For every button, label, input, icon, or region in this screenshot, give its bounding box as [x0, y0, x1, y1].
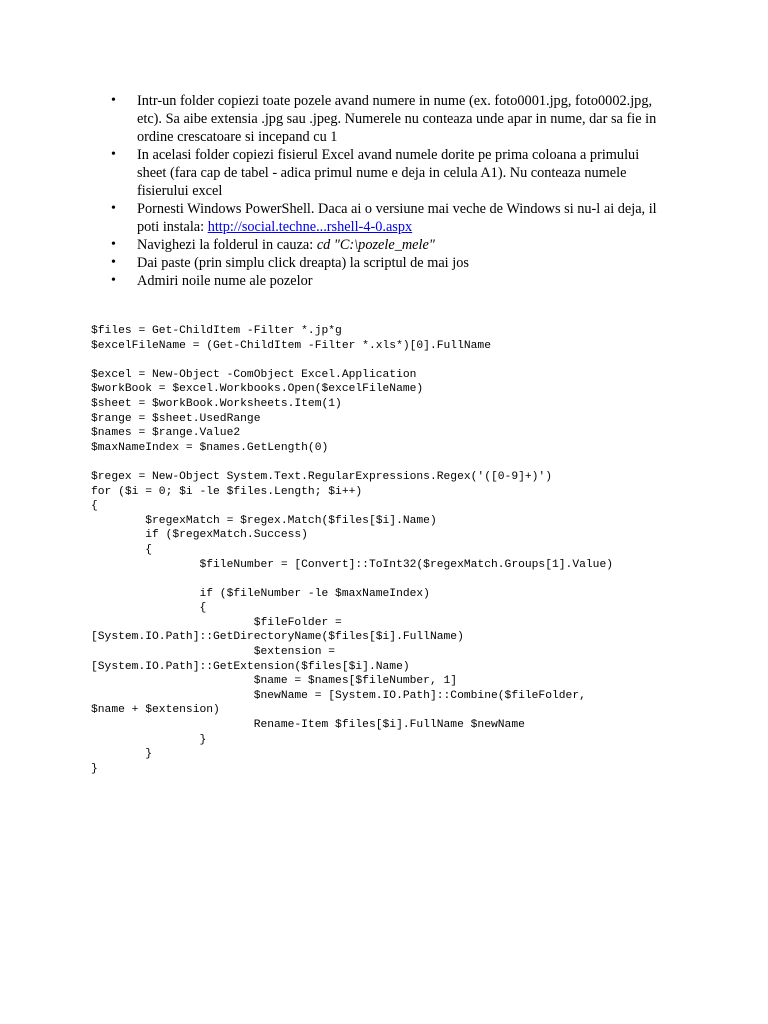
- code-line: $maxNameIndex = $names.GetLength(0): [91, 441, 329, 454]
- code-line: $files = Get-ChildItem -Filter *.jp*g: [91, 325, 342, 337]
- code-line: [System.IO.Path]::GetDirectoryName($files[$i].FullName): [91, 631, 464, 644]
- list-item-text: Intr-un folder copiezi toate pozele avand numere in nume (ex. foto0001.jpg, foto0002.jpg, etc). Sa aibe extensia .jpg sau .jpeg. Numerele nu conteaza unde apar in nume, dar sa fie in ordine crescatoare si incepand cu 1: [137, 93, 657, 145]
- code-line: {: [91, 543, 153, 556]
- code-line: $workBook = $excel.Workbooks.Open($excelFileName): [91, 383, 424, 396]
- bullet-icon: •: [111, 93, 116, 108]
- code-line: $name + $extension): [91, 704, 220, 717]
- code-line: $range = $sheet.UsedRange: [91, 412, 261, 425]
- code-line: $extension =: [91, 646, 336, 659]
- list-item: [108, 254, 668, 272]
- list-item-text: Pornesti Windows PowerShell. Daca ai o versiune mai veche de Windows si nu-l ai deja, il poti instala:: [137, 201, 657, 235]
- code-line: $names = $range.Value2: [91, 427, 241, 440]
- bullet-icon: •: [111, 255, 116, 270]
- bullet-icon: •: [111, 237, 116, 252]
- code-line: $name = $names[$fileNumber, 1]: [91, 675, 458, 688]
- code-line: $fileNumber = [Convert]::ToInt32($regexMatch.Groups[1].Value): [91, 558, 614, 571]
- code-line: $regexMatch = $regex.Match($files[$i].Name): [91, 514, 437, 527]
- list-item-text: In acelasi folder copiezi fisierul Excel avand numele dorite pe prima coloana a primului sheet (fara cap de tabel - adica primul nume e deja in celula A1). Nu conteaza numele fisierului excel: [137, 147, 640, 199]
- code-line: $fileFolder =: [91, 616, 342, 629]
- list-item: [108, 146, 668, 200]
- code-line: }: [91, 733, 207, 746]
- code-line: if ($regexMatch.Success): [91, 529, 308, 542]
- bullet-icon: •: [111, 147, 116, 162]
- list-item-text: Navighezi la folderul in cauza:: [137, 237, 317, 253]
- bullet-icon: •: [111, 273, 116, 288]
- cd-command-text: cd "C:\pozele_mele": [316, 237, 435, 253]
- code-line: }: [91, 762, 98, 775]
- code-line: }: [91, 748, 153, 761]
- code-line: $sheet = $workBook.Worksheets.Item(1): [91, 397, 342, 410]
- list-item: [108, 236, 668, 254]
- code-line: for ($i = 0; $i -le $files.Length; $i++): [91, 485, 363, 498]
- code-line: Rename-Item $files[$i].FullName $newName: [91, 719, 525, 732]
- list-item-text: Dai paste (prin simplu click dreapta) la scriptul de mai jos: [137, 255, 469, 271]
- code-line: $excel = New-Object -ComObject Excel.Application: [91, 368, 417, 381]
- bullet-icon: •: [111, 201, 116, 216]
- code-line: $excelFileName = (Get-ChildItem -Filter *.xls*)[0].FullName: [91, 339, 491, 352]
- list-item: [108, 272, 668, 290]
- powershell-script: [91, 324, 613, 776]
- code-line: if ($fileNumber -le $maxNameIndex): [91, 587, 430, 600]
- powershell-download-link[interactable]: http://social.techne...rshell-4-0.aspx: [207, 219, 413, 235]
- instructions-list: [108, 92, 668, 290]
- list-item: [108, 92, 668, 146]
- code-line: {: [91, 602, 207, 615]
- code-line: $newName = [System.IO.Path]::Combine($fileFolder,: [91, 689, 586, 702]
- code-line: $regex = New-Object System.Text.RegularExpressions.Regex('([0-9]+)'): [91, 470, 552, 483]
- list-item-text: Admiri noile nume ale pozelor: [137, 273, 313, 289]
- code-line: [System.IO.Path]::GetExtension($files[$i].Name): [91, 660, 410, 673]
- code-line: {: [91, 500, 98, 513]
- list-item: [108, 200, 668, 236]
